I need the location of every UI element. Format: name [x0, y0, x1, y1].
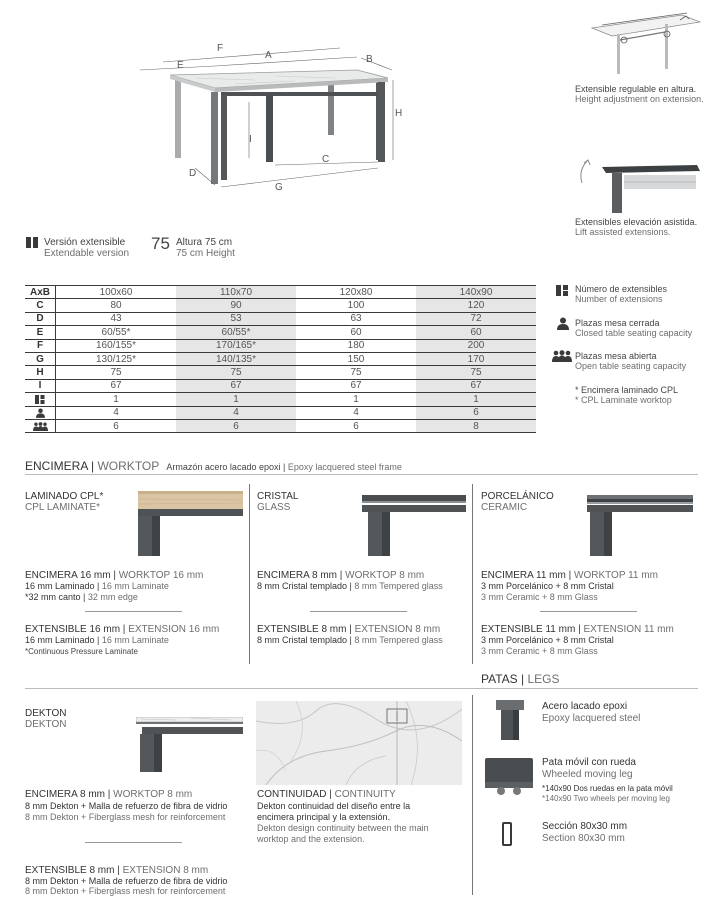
people-icon [552, 350, 572, 362]
cpl-worktop-line1: 16 mm Laminado | 16 mm Laminate [25, 581, 169, 591]
table-row [25, 326, 536, 339]
dekton-extension-line1: 8 mm Dekton + Malla de refuerzo de fibra de vidrio [25, 876, 228, 886]
table-cell: 6 [56, 419, 177, 432]
table-cell: 100 [296, 299, 416, 312]
glass-extension-line1-en: 8 mm Tempered glass [354, 635, 443, 645]
dekton-title-en: DEKTON [25, 719, 67, 730]
label-i: I [249, 134, 252, 145]
dekton-title-es: DEKTON [25, 708, 67, 719]
glass-extension-line1-es: 8 mm Cristal templado [257, 635, 348, 645]
continuity-line1-en: Dekton design continuity between the main [257, 823, 429, 833]
divider [472, 695, 473, 895]
dekton-worktop-line2: 8 mm Dekton + Fiberglass mesh for reinforcement [25, 812, 226, 822]
legend-open-en: Open table seating capacity [575, 361, 687, 371]
table-cell: 67 [176, 379, 296, 392]
divider [25, 688, 698, 689]
legend-open-es: Plazas mesa abierta [575, 351, 657, 361]
continuity-line2-en: worktop and the extension. [257, 834, 365, 844]
row-label: F [25, 339, 56, 352]
cpl-worktop-line2-es: *32 mm canto [25, 592, 81, 602]
table-row [25, 366, 536, 379]
cpl-worktop-line1-es: 16 mm Laminado [25, 581, 95, 591]
table-cell: 1 [416, 393, 536, 406]
ceramic-worktop-line1: 3 mm Porcelánico + 8 mm Cristal [481, 581, 614, 591]
table-cell: 140/135* [176, 352, 296, 365]
glass-title-en: GLASS [257, 502, 291, 513]
divider [249, 484, 250, 664]
ceramic-extension-title-es: EXTENSIBLE 11 mm [481, 624, 576, 635]
cpl-extension-line1: 16 mm Laminado | 16 mm Laminate [25, 635, 169, 645]
cpl-extension-line1-en: 16 mm Laminate [101, 635, 169, 645]
marble-continuity-image [256, 701, 462, 785]
legend-extensions-es: Número de extensibles [575, 284, 668, 294]
table-cell: 60 [416, 326, 536, 339]
table-cell: 72 [416, 312, 536, 325]
leg-wheel-es: Pata móvil con rueda [542, 757, 636, 768]
ceramic-extension-title: EXTENSIBLE 11 mm | EXTENSION 11 mm [481, 624, 674, 635]
table-cell: 67 [296, 379, 416, 392]
dekton-extension-title-es: EXTENSIBLE 8 mm [25, 865, 115, 876]
column-header: 140x90 [416, 286, 536, 299]
column-header: 110x70 [176, 286, 296, 299]
ceramic-worktop-title-es: ENCIMERA 11 mm [481, 570, 566, 581]
table-row [25, 352, 536, 365]
row-label: D [25, 312, 56, 325]
cpl-note: *Continuous Pressure Laminate [25, 647, 138, 656]
glass-worktop-title-en: WORKTOP 8 mm [345, 570, 425, 581]
table-cell: 63 [296, 312, 416, 325]
footnote-es: * Encimera laminado CPL [575, 385, 679, 395]
label-d: D [189, 168, 197, 179]
extensions-icon [26, 237, 39, 248]
row-label: H [25, 366, 56, 379]
table-cell: 170 [416, 352, 536, 365]
table-row [25, 312, 536, 325]
dekton-worktop-title-en: WORKTOP 8 mm [113, 789, 193, 800]
cpl-worktop-line2: *32 mm canto | 32 mm edge [25, 592, 138, 602]
glass-extension-line1: 8 mm Cristal templado | 8 mm Tempered glass [257, 635, 443, 645]
row-label: E [25, 326, 56, 339]
cpl-worktop-line1-en: 16 mm Laminate [101, 581, 169, 591]
table-cell: 6 [296, 419, 416, 432]
height-es: Altura 75 cm [176, 237, 233, 248]
table-cell: 75 [176, 366, 296, 379]
glass-worktop-line1-es: 8 mm Cristal templado [257, 581, 348, 591]
spec-table [25, 285, 536, 433]
table-cell: 6 [176, 419, 296, 432]
person-icon [25, 406, 56, 419]
table-cell: 75 [56, 366, 177, 379]
wheel-leg-icon [485, 758, 535, 798]
cpl-worktop-title: ENCIMERA 16 mm | WORKTOP 16 mm [25, 570, 204, 581]
glass-worktop-line1: 8 mm Cristal templado | 8 mm Tempered glass [257, 581, 443, 591]
table-row [25, 339, 536, 352]
table-cell: 4 [56, 406, 177, 419]
divider [472, 484, 473, 664]
cpl-worktop-image [138, 491, 243, 556]
version-en: Extendable version [44, 248, 130, 259]
legend-extensions-en: Number of extensions [575, 294, 663, 304]
feature-lift-es: Extensibles elevación asistida. [575, 217, 698, 227]
table-row [25, 406, 536, 419]
divider [85, 611, 182, 612]
continuity-title-en: CONTINUITY [334, 789, 396, 800]
ceramic-worktop-title: ENCIMERA 11 mm | WORKTOP 11 mm [481, 570, 658, 581]
continuity-title: CONTINUIDAD | CONTINUITY [257, 789, 396, 800]
table-cell: 200 [416, 339, 536, 352]
table-cell: 120 [416, 299, 536, 312]
leg-section-en: Section 80x30 mm [542, 833, 625, 844]
footnote-en: * CPL Laminate worktop [575, 395, 672, 405]
table-row [25, 299, 536, 312]
height-en: 75 cm Height [176, 248, 235, 259]
label-c: C [322, 154, 330, 165]
ceramic-extension-line2: 3 mm Ceramic + 8 mm Glass [481, 646, 598, 656]
steel-leg-icon [496, 700, 524, 740]
cpl-title-es: LAMINADO CPL* [25, 491, 104, 502]
table-cell: 90 [176, 299, 296, 312]
table-dimensions-diagram [135, 40, 425, 195]
table-cell: 150 [296, 352, 416, 365]
label-a: A [265, 50, 272, 61]
person-icon [557, 317, 569, 330]
glass-title-es: CRISTAL [257, 491, 299, 502]
table-cell: 1 [56, 393, 177, 406]
extensions-icon [556, 285, 569, 296]
table-cell: 170/165* [176, 339, 296, 352]
continuity-title-es: CONTINUIDAD [257, 789, 327, 800]
version-es: Versión extensible [44, 237, 126, 248]
table-cell: 43 [56, 312, 177, 325]
table-header-row [25, 286, 536, 299]
divider [85, 842, 182, 843]
dekton-worktop-title: ENCIMERA 8 mm | WORKTOP 8 mm [25, 789, 193, 800]
divider [310, 611, 407, 612]
label-g: G [275, 182, 283, 193]
legs-header-en: LEGS [527, 672, 560, 686]
table-cell: 1 [296, 393, 416, 406]
cpl-worktop-title-en: WORKTOP 16 mm [118, 570, 204, 581]
table-row [25, 419, 536, 432]
glass-worktop-image [362, 495, 466, 556]
table-cell: 75 [416, 366, 536, 379]
table-cell: 8 [416, 419, 536, 432]
glass-extension-title-es: EXTENSIBLE 8 mm [257, 624, 347, 635]
leg-section-es: Sección 80x30 mm [542, 821, 628, 832]
leg-steel-en: Epoxy lacquered steel [542, 713, 641, 724]
people-icon [25, 419, 56, 432]
table-cell: 1 [176, 393, 296, 406]
label-h: H [395, 108, 403, 119]
leg-steel-es: Acero lacado epoxi [542, 701, 628, 712]
ceramic-extension-title-en: EXTENSION 11 mm [583, 624, 674, 635]
table-cell: 180 [296, 339, 416, 352]
cpl-extension-title-en: EXTENSION 16 mm [128, 624, 220, 635]
table-cell: 67 [56, 379, 177, 392]
table-cell: 67 [416, 379, 536, 392]
table-cell: 4 [176, 406, 296, 419]
dekton-worktop-image [136, 717, 243, 772]
glass-worktop-line1-en: 8 mm Tempered glass [354, 581, 443, 591]
row-label: I [25, 379, 56, 392]
table-cell: 6 [416, 406, 536, 419]
table-cell: 60/55* [56, 326, 177, 339]
worktop-header-en: WORKTOP [97, 459, 160, 473]
dekton-extension-line2: 8 mm Dekton + Fiberglass mesh for reinforcement [25, 886, 226, 896]
leg-wheel-note-es: *140x90 Dos ruedas en la pata móvil [542, 784, 673, 793]
continuity-line2-es: encimera principal y la extensión. [257, 812, 391, 822]
dekton-extension-title-en: EXTENSION 8 mm [122, 865, 209, 876]
table-row [25, 379, 536, 392]
dekton-extension-title: EXTENSIBLE 8 mm | EXTENSION 8 mm [25, 865, 209, 876]
table-cell: 60 [296, 326, 416, 339]
lift-assist-illustration [572, 155, 702, 213]
table-cell: 53 [176, 312, 296, 325]
feature-lift-en: Lift assisted extensions. [575, 227, 671, 237]
legend-closed-en: Closed table seating capacity [575, 328, 693, 338]
legs-header-es: PATAS [481, 672, 518, 686]
worktop-header-es: ENCIMERA [25, 459, 88, 473]
table-corner: AxB [25, 286, 56, 299]
ceramic-worktop-title-en: WORKTOP 11 mm [574, 570, 658, 581]
ceramic-title-es: PORCELÁNICO [481, 491, 554, 502]
worktop-subheader-es: Armazón acero lacado epoxi [166, 462, 281, 472]
cpl-worktop-title-es: ENCIMERA 16 mm [25, 570, 111, 581]
cpl-title-en: CPL LAMINATE* [25, 502, 101, 513]
table-cell: 160/155* [56, 339, 177, 352]
legs-header: PATAS | LEGS [481, 672, 560, 686]
ceramic-worktop-line2: 3 mm Ceramic + 8 mm Glass [481, 592, 598, 602]
label-b: B [366, 54, 373, 65]
dekton-worktop-line1: 8 mm Dekton + Malla de refuerzo de fibra de vidrio [25, 801, 228, 811]
row-label: G [25, 352, 56, 365]
feature-height-en: Height adjustment on extension. [575, 94, 704, 104]
column-header: 120x80 [296, 286, 416, 299]
table-cell: 80 [56, 299, 177, 312]
extensions-icon [25, 393, 56, 406]
dekton-worktop-title-es: ENCIMERA 8 mm [25, 789, 106, 800]
continuity-line1-es: Dekton continuidad del diseño entre la [257, 801, 411, 811]
table-cell: 4 [296, 406, 416, 419]
cpl-worktop-line2-en: 32 mm edge [87, 592, 138, 602]
cpl-extension-title-es: EXTENSIBLE 16 mm [25, 624, 121, 635]
table-cell: 75 [296, 366, 416, 379]
height-adjustment-illustration [572, 10, 702, 80]
leg-wheel-note-en: *140x90 Two wheels per moving leg [542, 794, 670, 803]
table-cell: 60/55* [176, 326, 296, 339]
glass-worktop-title: ENCIMERA 8 mm | WORKTOP 8 mm [257, 570, 425, 581]
table-row [25, 393, 536, 406]
worktop-subheader-en: Epoxy lacquered steel frame [287, 462, 402, 472]
row-label: C [25, 299, 56, 312]
cpl-extension-line1-es: 16 mm Laminado [25, 635, 95, 645]
divider [540, 611, 637, 612]
leg-wheel-en: Wheeled moving leg [542, 769, 633, 780]
column-header: 100x60 [56, 286, 177, 299]
divider [25, 474, 698, 475]
glass-extension-title-en: EXTENSION 8 mm [354, 624, 441, 635]
feature-height-es: Extensible regulable en altura. [575, 84, 697, 94]
glass-worktop-title-es: ENCIMERA 8 mm [257, 570, 338, 581]
table-cell: 130/125* [56, 352, 177, 365]
label-f: F [217, 43, 224, 54]
height-number: 75 [151, 234, 170, 253]
label-e: E [177, 60, 184, 71]
ceramic-extension-line1: 3 mm Porcelánico + 8 mm Cristal [481, 635, 614, 645]
section-icon [502, 822, 512, 846]
ceramic-worktop-image [587, 495, 693, 556]
worktop-header: ENCIMERA | WORKTOP Armazón acero lacado epoxi | Epoxy lacquered steel frame [25, 459, 402, 473]
ceramic-title-en: CERAMIC [481, 502, 528, 513]
legend-closed-es: Plazas mesa cerrada [575, 318, 660, 328]
cpl-extension-title: EXTENSIBLE 16 mm | EXTENSION 16 mm [25, 624, 220, 635]
glass-extension-title: EXTENSIBLE 8 mm | EXTENSION 8 mm [257, 624, 441, 635]
